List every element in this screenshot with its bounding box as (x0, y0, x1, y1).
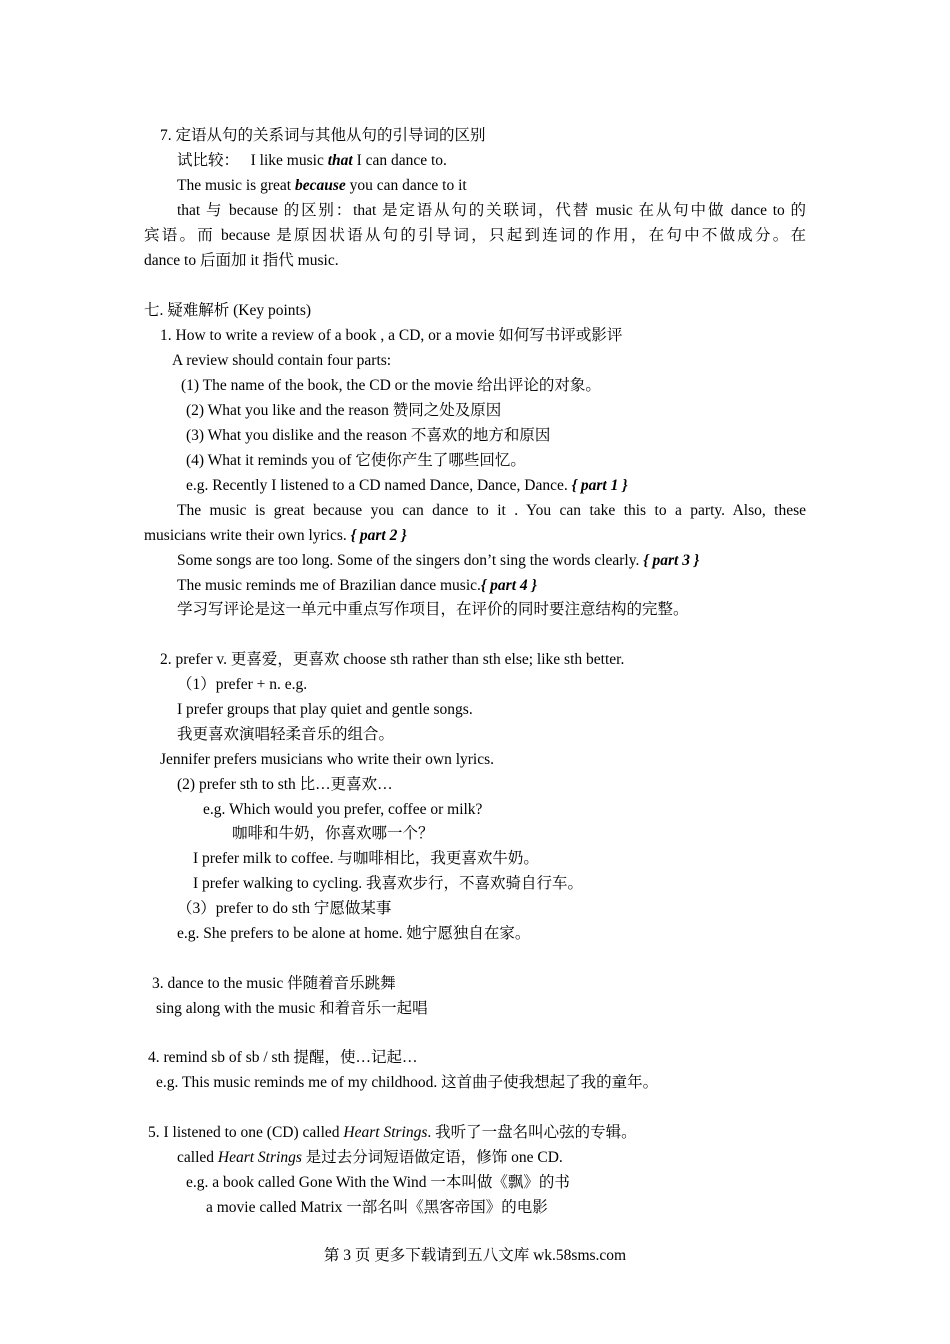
part-3-tag: { part 3 } (643, 552, 700, 569)
item-4-title: 4. remind sb of sb / sth 提醒，使…记起… (148, 1049, 418, 1066)
item-2-title: 2. prefer v. 更喜爱，更喜欢 choose sth rather than sth else; like sth better. (160, 651, 625, 668)
review-para-2-text: musicians write their own lyrics. (144, 527, 351, 544)
example-text-end: you can dance to it (345, 177, 467, 194)
compare-example-2 (177, 176, 467, 196)
part-4-tag: { part 4 } (480, 577, 537, 594)
prefer-usage-2: (2) prefer sth to sth 比…更喜欢… (177, 776, 393, 793)
prefer-example-3-cn: 咖啡和牛奶，你喜欢哪一个？ (232, 825, 434, 842)
explanation-line-3: dance to 后面加 it 指代 music. (144, 252, 339, 269)
item-5-explanation (177, 1148, 563, 1168)
review-note: 学习写评论是这一单元中重点写作项目，在评价的同时要注意结构的完整。 (177, 601, 689, 618)
review-example-text: e.g. Recently I listened to a CD named Dance, Dance, Dance. (186, 477, 572, 494)
compare-label: 试比较： (177, 152, 240, 169)
item-1-title: 1. How to write a review of a book , a CD, or a movie 如何写书评或影评 (160, 327, 623, 344)
item-4-example: e.g. This music reminds me of my childhood. 这首曲子使我想起了我的童年。 (156, 1074, 659, 1091)
review-para-3 (177, 551, 699, 571)
item-5-example-1: e.g. a book called Gone With the Wind 一本叫做《飘》的书 (186, 1174, 570, 1191)
part-1-tag: { part 1 } (571, 477, 628, 494)
prefer-example-2: Jennifer prefers musicians who write their own lyrics. (160, 751, 495, 768)
section-7-heading: 7. 定语从句的关系词与其他从句的引导词的区别 (160, 127, 486, 144)
item-5-called: called (177, 1149, 218, 1166)
prefer-example-4: I prefer milk to coffee. 与咖啡相比，我更喜欢牛奶。 (193, 850, 539, 867)
review-para-4-text: The music reminds me of Brazilian dance music. (177, 577, 481, 594)
prefer-example-1: I prefer groups that play quiet and gentle songs. (177, 701, 473, 718)
example-keyword: because (294, 177, 346, 194)
review-part-1: (1) The name of the book, the CD or the movie 给出评论的对象。 (181, 377, 601, 394)
prefer-example-1-cn: 我更喜欢演唱轻柔音乐的组合。 (177, 726, 395, 743)
page-footer: 第 3 页 更多下载请到五八文库 wk.58sms.com (323, 1247, 627, 1264)
explanation-line-1: that 与 because 的区别：that 是定语从句的关联词，代替 music 在从句中做 dance to 的 (177, 202, 806, 219)
compare-text: I like music (250, 152, 328, 169)
item-5-title-text: 5. I listened to one (CD) called (148, 1124, 344, 1141)
compare-example-1 (177, 151, 447, 171)
review-para-2-line-1: The music is great because you can dance to it . You can take this to a party. Also, these (177, 502, 806, 519)
review-part-3: (3) What you dislike and the reason 不喜欢的地方和原因 (186, 427, 551, 444)
prefer-example-3: e.g. Which would you prefer, coffee or milk? (203, 801, 483, 818)
review-part-4: (4) What it reminds you of 它使你产生了哪些回忆。 (186, 452, 526, 469)
review-para-4 (177, 576, 537, 596)
example-text: The music is great (177, 177, 295, 194)
part-2-tag: { part 2 } (350, 527, 407, 544)
item-1-intro: A review should contain four parts: (172, 352, 392, 369)
item-3-line-2: sing along with the music 和着音乐一起唱 (156, 1000, 428, 1017)
prefer-usage-3: （3）prefer to do sth 宁愿做某事 (177, 900, 392, 917)
review-example-line (186, 476, 628, 496)
item-5-title-cn: . 我听了一盘名叫心弦的专辑。 (427, 1124, 637, 1141)
item-5-album-name-2: Heart Strings (217, 1149, 302, 1166)
item-5-album-name: Heart Strings (343, 1124, 428, 1141)
compare-keyword: that (327, 152, 353, 169)
item-5-example-2: a movie called Matrix 一部名叫《黑客帝国》的电影 (206, 1199, 548, 1216)
prefer-example-5: I prefer walking to cycling. 我喜欢步行，不喜欢骑自行车。 (193, 875, 584, 892)
item-5-title (148, 1123, 637, 1143)
prefer-example-6: e.g. She prefers to be alone at home. 她宁愿独自在家。 (177, 925, 531, 942)
key-points-heading: 七. 疑难解析 (Key points) (144, 302, 312, 319)
review-para-3-text: Some songs are too long. Some of the singers don’t sing the words clearly. (177, 552, 644, 569)
explanation-line-2: 宾语。而 because 是原因状语从句的引导词，只起到连词的作用，在句中不做成分。在 (144, 227, 806, 244)
review-part-2: (2) What you like and the reason 赞同之处及原因 (186, 402, 502, 419)
item-5-explanation-text: 是过去分词短语做定语，修饰 one CD. (301, 1149, 563, 1166)
item-3-title: 3. dance to the music 伴随着音乐跳舞 (152, 975, 396, 992)
review-para-2-line-2 (144, 526, 407, 546)
prefer-usage-1: （1）prefer + n. e.g. (177, 676, 308, 693)
compare-text-end: I can dance to. (352, 152, 447, 169)
